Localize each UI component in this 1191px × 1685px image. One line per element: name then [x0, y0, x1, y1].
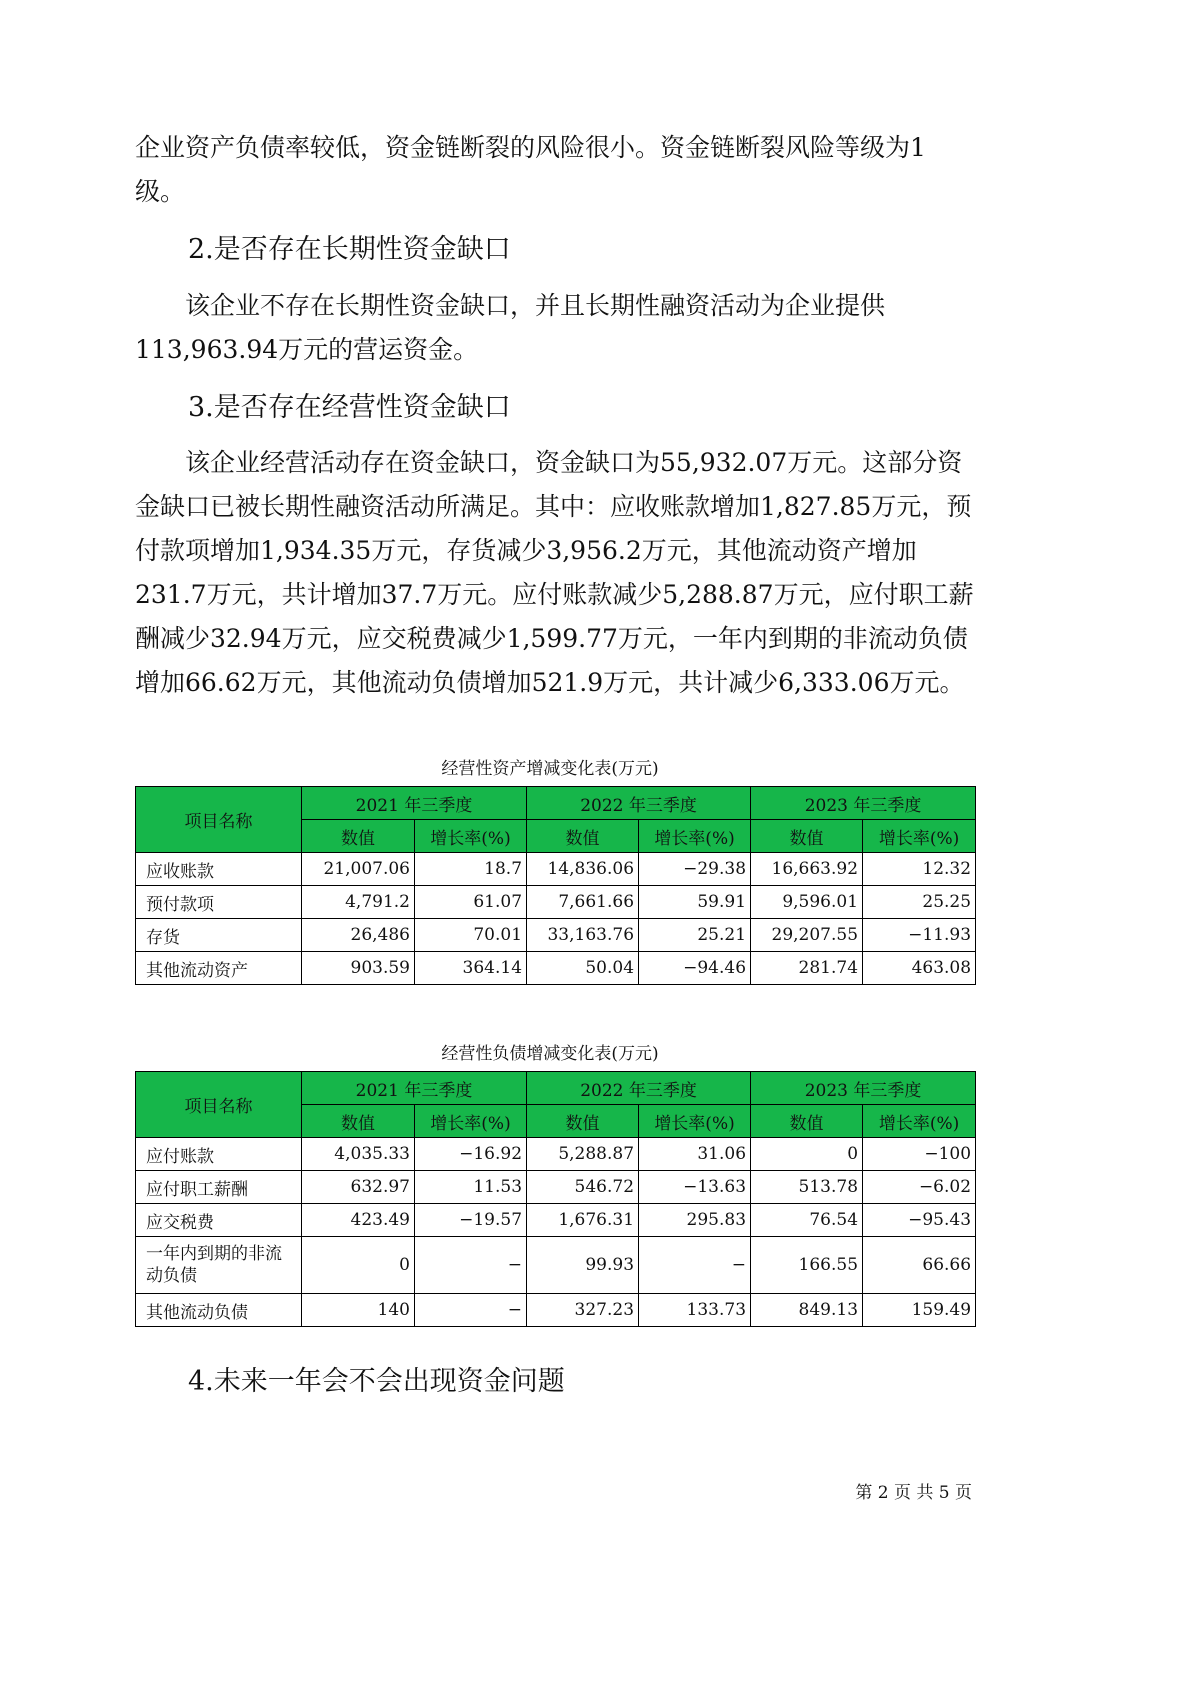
table-row	[136, 1237, 976, 1294]
growth-cell: −6.02	[863, 1171, 976, 1204]
growth-cell: −	[415, 1237, 527, 1294]
row-label: 应收账款	[136, 853, 302, 886]
value-cell: 9,596.01	[751, 886, 863, 919]
row-label: 存货	[136, 919, 302, 952]
growth-header: 增长率(%)	[863, 1105, 976, 1138]
growth-cell: −	[415, 1294, 527, 1327]
section-heading-3: 3.是否存在经营性资金缺口	[188, 392, 511, 423]
operating-gap-paragraph: 该企业经营活动存在资金缺口，资金缺口为55,932.07万元。这部分资金缺口已被长期性融资活动所满足。其中：应收账款增加1,827.85万元，预付款项增加1,934.35万元，存货减少3,956.2万元，其他流动资产增加231.7万元，共计增加37.7万元。应付账款减少5,288.87万元，应付职工薪酬减少32.94万元，应交税费减少1,599.77万元，一年内到期的非流动负债增加66.62万元，其他流动负债增加521.9万元，共计减少6,333.06万元。	[135, 448, 974, 697]
value-cell: 50.04	[527, 952, 639, 985]
growth-cell: 364.14	[415, 952, 527, 985]
value-cell: 4,791.2	[302, 886, 415, 919]
value-cell: 327.23	[527, 1294, 639, 1327]
growth-cell: −	[639, 1237, 751, 1294]
growth-header: 增长率(%)	[415, 820, 527, 853]
growth-cell: 25.25	[863, 886, 976, 919]
growth-cell: 59.91	[639, 886, 751, 919]
row-label: 其他流动负债	[136, 1294, 302, 1327]
growth-header: 增长率(%)	[415, 1105, 527, 1138]
growth-cell: 463.08	[863, 952, 976, 985]
value-header: 数值	[302, 1105, 415, 1138]
row-label: 应交税费	[136, 1204, 302, 1237]
asset-table-caption: 经营性资产增减变化表(万元)	[441, 759, 659, 779]
value-cell: 26,486	[302, 919, 415, 952]
value-cell: 281.74	[751, 952, 863, 985]
row-label: 一年内到期的非流动负债	[136, 1237, 302, 1294]
table-row	[136, 1204, 976, 1237]
value-cell: 632.97	[302, 1171, 415, 1204]
growth-cell: −13.63	[639, 1171, 751, 1204]
growth-cell: −29.38	[639, 853, 751, 886]
growth-cell: 18.7	[415, 853, 527, 886]
value-cell: 423.49	[302, 1204, 415, 1237]
value-cell: 7,661.66	[527, 886, 639, 919]
period-header: 2023 年三季度	[751, 1072, 976, 1105]
table-row	[136, 853, 976, 886]
value-cell: 0	[751, 1138, 863, 1171]
value-cell: 166.55	[751, 1237, 863, 1294]
value-header: 数值	[527, 820, 639, 853]
table-row	[136, 1138, 976, 1171]
growth-cell: 66.66	[863, 1237, 976, 1294]
growth-header: 增长率(%)	[863, 820, 976, 853]
row-label: 应付账款	[136, 1138, 302, 1171]
table-row	[136, 1171, 976, 1204]
value-cell: 16,663.92	[751, 853, 863, 886]
table-row	[136, 952, 976, 985]
page-number: 第 2 页 共 5 页	[855, 1483, 972, 1503]
period-header: 2023 年三季度	[751, 787, 976, 820]
period-header: 2021 年三季度	[302, 1072, 527, 1105]
value-header: 数值	[302, 820, 415, 853]
value-header: 数值	[527, 1105, 639, 1138]
value-cell: 903.59	[302, 952, 415, 985]
period-header: 2022 年三季度	[527, 787, 751, 820]
period-header: 2022 年三季度	[527, 1072, 751, 1105]
growth-cell: −95.43	[863, 1204, 976, 1237]
growth-cell: 159.49	[863, 1294, 976, 1327]
value-cell: 5,288.87	[527, 1138, 639, 1171]
section-heading-4: 4.未来一年会不会出现资金问题	[188, 1366, 565, 1397]
value-cell: 849.13	[751, 1294, 863, 1327]
growth-cell: −19.57	[415, 1204, 527, 1237]
long-term-gap-paragraph: 该企业不存在长期性资金缺口，并且长期性融资活动为企业提供113,963.94万元的营运资金。	[135, 291, 886, 364]
growth-cell: −16.92	[415, 1138, 527, 1171]
item-name-header: 项目名称	[136, 787, 302, 853]
value-cell: 140	[302, 1294, 415, 1327]
growth-cell: 133.73	[639, 1294, 751, 1327]
intro-paragraph: 企业资产负债率较低，资金链断裂的风险很小。资金链断裂风险等级为1级。	[135, 133, 926, 206]
growth-cell: 25.21	[639, 919, 751, 952]
table-row	[136, 1294, 976, 1327]
table-row	[136, 886, 976, 919]
asset-change-table	[135, 786, 976, 985]
item-name-header: 项目名称	[136, 1072, 302, 1138]
value-header: 数值	[751, 1105, 863, 1138]
value-cell: 21,007.06	[302, 853, 415, 886]
value-cell: 0	[302, 1237, 415, 1294]
value-cell: 29,207.55	[751, 919, 863, 952]
growth-cell: 12.32	[863, 853, 976, 886]
period-header: 2021 年三季度	[302, 787, 527, 820]
value-cell: 4,035.33	[302, 1138, 415, 1171]
value-cell: 76.54	[751, 1204, 863, 1237]
value-cell: 513.78	[751, 1171, 863, 1204]
value-cell: 1,676.31	[527, 1204, 639, 1237]
growth-cell: 70.01	[415, 919, 527, 952]
growth-header: 增长率(%)	[639, 1105, 751, 1138]
value-cell: 14,836.06	[527, 853, 639, 886]
growth-cell: 61.07	[415, 886, 527, 919]
value-cell: 33,163.76	[527, 919, 639, 952]
liability-change-table	[135, 1071, 976, 1327]
growth-header: 增长率(%)	[639, 820, 751, 853]
table-row	[136, 919, 976, 952]
growth-cell: 295.83	[639, 1204, 751, 1237]
row-label: 预付款项	[136, 886, 302, 919]
growth-cell: 31.06	[639, 1138, 751, 1171]
row-label: 应付职工薪酬	[136, 1171, 302, 1204]
section-heading-2: 2.是否存在长期性资金缺口	[188, 234, 511, 265]
liability-table-caption: 经营性负债增减变化表(万元)	[441, 1044, 659, 1064]
growth-cell: −100	[863, 1138, 976, 1171]
value-cell: 99.93	[527, 1237, 639, 1294]
growth-cell: −11.93	[863, 919, 976, 952]
value-cell: 546.72	[527, 1171, 639, 1204]
value-header: 数值	[751, 820, 863, 853]
growth-cell: −94.46	[639, 952, 751, 985]
row-label: 其他流动资产	[136, 952, 302, 985]
growth-cell: 11.53	[415, 1171, 527, 1204]
